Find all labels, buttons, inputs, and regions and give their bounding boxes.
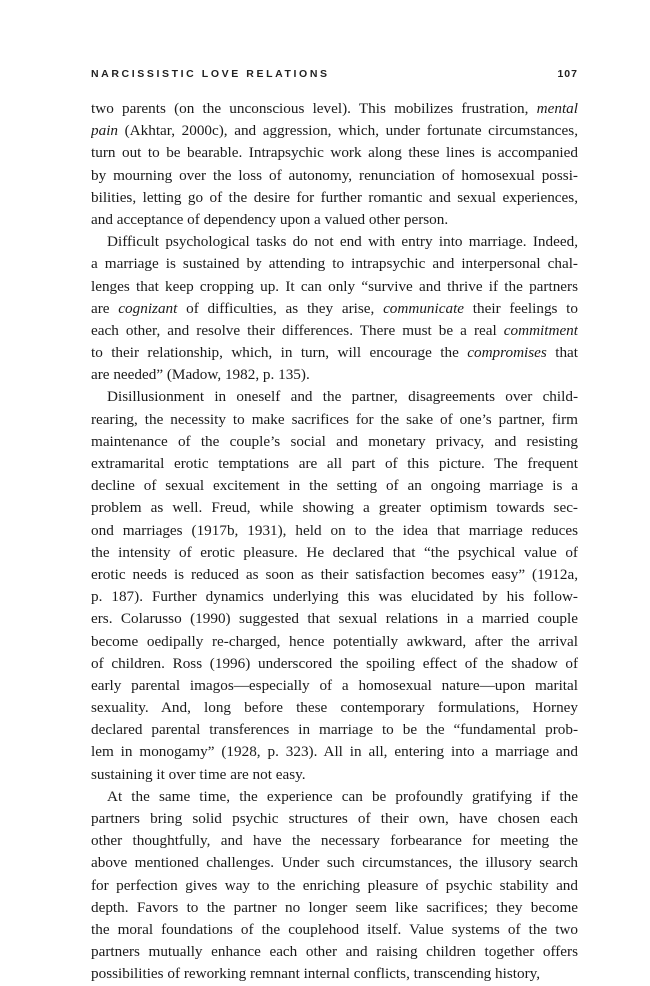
italic-text: compromises [467,344,547,362]
text-run: the intensity of erotic pleasure. He declared that “the psychical value of [91,543,578,561]
text-run: (Akhtar, 2000c), and aggression, which, under fortunate circumstances, [118,122,578,140]
paragraph [91,98,578,231]
text-line [91,342,578,364]
text-line [91,98,578,120]
text-run: At the same time, the experience can be profoundly gratifying if the [107,787,578,805]
text-line [91,431,578,453]
text-line [91,475,578,497]
text-run: by mourning over the loss of autonomy, renunciation of homosexual possi- [91,166,578,184]
text-line [91,719,578,741]
text-line [91,497,578,519]
text-line [91,231,578,253]
text-run: are [91,299,119,317]
text-run: partners mutually enhance each other and raising children together offers [91,943,578,961]
text-line [91,675,578,697]
text-line [91,830,578,852]
text-line [91,276,578,298]
text-line [91,542,578,564]
text-run: possibilities of reworking remnant internal conflicts, transcending history, [91,965,541,983]
paragraph [91,786,578,986]
text-line [91,631,578,653]
text-line [91,320,578,342]
text-line [91,142,578,164]
text-line [91,409,578,431]
running-head [91,68,578,84]
text-run: ond marriages (1917b, 1931), held on to the idea that marriage reduces [91,521,578,539]
text-line [91,919,578,941]
text-line [91,875,578,897]
text-line [91,120,578,142]
running-title: NARCISSISTIC LOVE RELATIONS [91,68,330,80]
italic-text: commitment [503,321,578,339]
text-line [91,298,578,320]
italic-text: communicate [383,299,465,317]
text-run: Disillusionment in oneself and the partner, disagreements over child- [107,388,578,406]
text-run: ers. Colarusso (1990) suggested that sexual relations in a married couple [91,610,578,628]
text-run: bilities, letting go of the desire for further romantic and sexual experiences, [91,188,578,206]
paragraph [91,231,578,386]
text-line [91,586,578,608]
text-line [91,653,578,675]
text-run: their feelings to [464,299,578,317]
text-run: the moral foundations of the couplehood itself. Value systems of the two [91,920,578,938]
text-run: extramarital erotic temptations are all part of this picture. The frequent [91,455,578,472]
text-run: declared parental transferences in marriage to be the “fundamental prob- [91,721,578,739]
text-run: to their relationship, which, in turn, will encourage the [91,344,468,362]
text-run: sustaining it over time are not easy. [91,765,306,783]
text-run: decline of sexual excitement in the setting of an ongoing marriage is a [91,477,578,495]
text-run: and acceptance of dependency upon a valued other person. [91,210,449,228]
text-run: maintenance of the couple’s social and monetary privacy, and resisting [91,432,578,450]
body-text [91,98,578,986]
text-line [91,386,578,408]
text-line [91,786,578,808]
text-run: early parental imagos—especially of a homosexual nature—upon marital [91,676,578,694]
text-line [91,852,578,874]
text-run: partners bring solid psychic structures of their own, have chosen each [91,810,578,827]
text-run: a marriage is sustained by attending to intrapsychic and interpersonal chal- [91,255,578,273]
text-run: each other, and resolve their differences. There must be a real [91,321,504,339]
text-run: of difficulties, as they arise, [177,299,384,317]
text-run: erotic needs is reduced as soon as their satisfaction becomes easy” (1912a, [91,565,578,583]
text-run: are needed” (Madow, 1982, p. 135). [91,366,310,384]
text-run: above mentioned challenges. Under such circumstances, the illusory search [91,854,578,872]
text-run: lenges that keep cropping up. It can only “survive and thrive if the partners [91,277,578,295]
text-line [91,963,578,985]
text-run: sexuality. And, long before these contemporary formulations, Horney [91,699,578,717]
text-line [91,941,578,963]
text-run: Difficult psychological tasks do not end with entry into marriage. Indeed, [107,233,578,251]
text-run: that [546,344,578,362]
text-run: other thoughtfully, and have the necessary forbearance for meeting the [91,832,578,850]
italic-text: cognizant [118,299,178,317]
text-run: problem as well. Freud, while showing a greater optimism towards sec- [91,499,578,517]
text-line [91,564,578,586]
text-run: of children. Ross (1996) underscored the spoiling effect of the shadow of [91,654,578,672]
text-run: rearing, the necessity to make sacrifices for the sake of one’s partner, firm [91,410,578,428]
italic-text: mental [536,100,578,117]
paragraph [91,386,578,785]
text-run: two parents (on the unconscious level). This mobilizes frustration, [91,100,537,117]
text-run: depth. Favors to the partner no longer seem like sacrifices; they become [91,898,578,916]
text-line [91,364,578,386]
text-line [91,741,578,763]
text-run: turn out to be bearable. Intrapsychic work along these lines is accompanied [91,144,578,162]
text-line [91,520,578,542]
italic-text: pain [91,122,119,140]
text-run: for perfection gives way to the enriching pleasure of psychic stability and [91,876,578,894]
page-number: 107 [557,68,578,80]
text-line [91,209,578,231]
text-line [91,697,578,719]
text-line [91,453,578,475]
text-run: become oedipally re-charged, hence potentially awkward, after the arrival [91,632,578,650]
text-line [91,253,578,275]
text-line [91,608,578,630]
text-line [91,897,578,919]
text-run: lem in monogamy” (1928, p. 323). All in all, entering into a marriage and [91,743,578,761]
text-line [91,187,578,209]
text-line [91,808,578,830]
text-run: p. 187). Further dynamics underlying this was elucidated by his follow- [91,588,578,606]
text-line [91,764,578,786]
text-line [91,165,578,187]
